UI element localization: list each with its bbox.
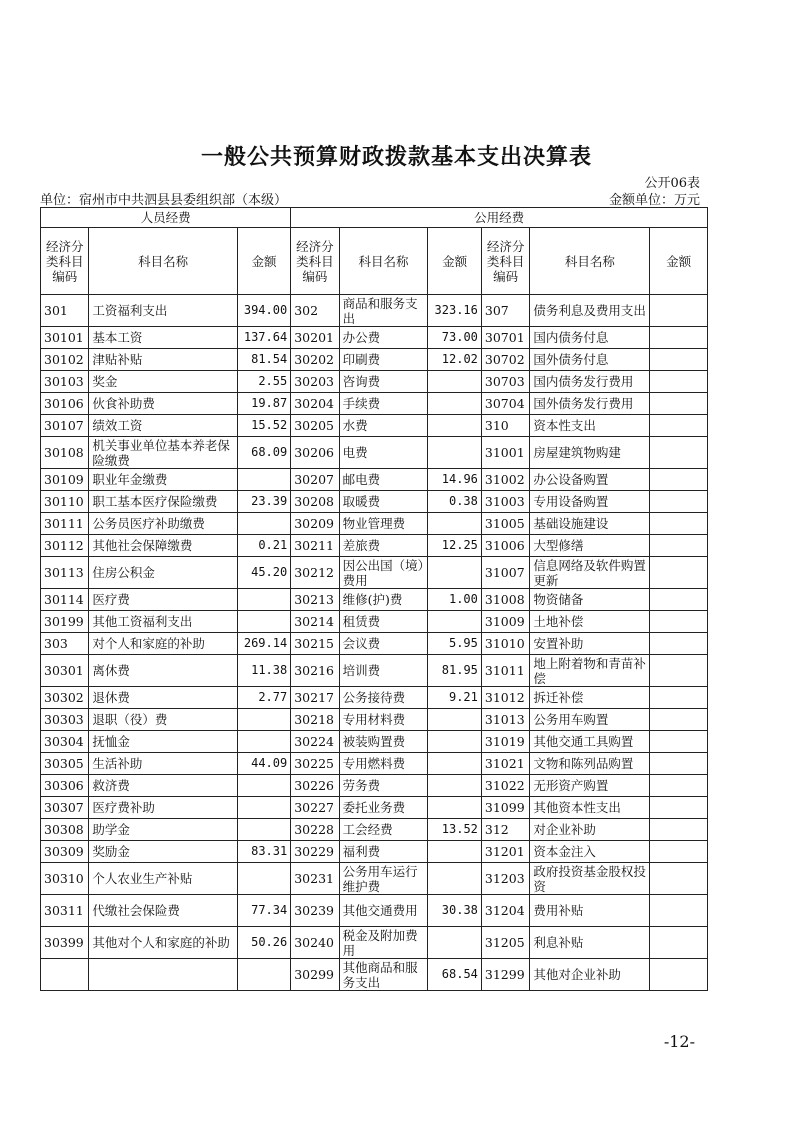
public-amount-cell <box>428 753 481 775</box>
personnel-amount-cell: 137.64 <box>237 327 290 349</box>
capital-amount-cell <box>650 753 708 775</box>
personnel-name-cell: 退休费 <box>89 687 237 709</box>
table-row <box>41 959 708 991</box>
public-name-cell: 水费 <box>339 415 428 437</box>
capital-code-cell: 31008 <box>481 589 529 611</box>
capital-name-cell: 基础设施建设 <box>530 513 650 535</box>
public-amount-cell <box>428 775 481 797</box>
capital-name-cell: 对企业补助 <box>530 819 650 841</box>
header-code: 经济分类科目编码 <box>291 228 339 295</box>
personnel-code-cell: 30108 <box>41 437 89 469</box>
public-code-cell: 30228 <box>291 819 339 841</box>
page-title: 一般公共预算财政拨款基本支出决算表 <box>200 144 592 170</box>
personnel-amount-cell: 2.55 <box>237 371 290 393</box>
personnel-name-cell: 个人农业生产补贴 <box>89 863 237 895</box>
table-row <box>41 709 708 731</box>
capital-name-cell: 资本性支出 <box>530 415 650 437</box>
capital-amount-cell <box>650 633 708 655</box>
public-amount-cell <box>428 797 481 819</box>
table-row <box>41 415 708 437</box>
public-code-cell: 30216 <box>291 655 339 687</box>
table-row <box>41 775 708 797</box>
capital-code-cell: 31007 <box>481 557 529 589</box>
capital-name-cell: 其他资本性支出 <box>530 797 650 819</box>
table-row <box>41 819 708 841</box>
capital-amount-cell <box>650 371 708 393</box>
public-amount-cell: 13.52 <box>428 819 481 841</box>
table-row <box>41 557 708 589</box>
personnel-name-cell: 代缴社会保险费 <box>89 895 237 927</box>
public-name-cell: 办公费 <box>339 327 428 349</box>
table-row <box>41 611 708 633</box>
public-name-cell: 物业管理费 <box>339 513 428 535</box>
public-code-cell: 30209 <box>291 513 339 535</box>
public-amount-cell: 81.95 <box>428 655 481 687</box>
personnel-code-cell: 30110 <box>41 491 89 513</box>
personnel-code-cell: 30303 <box>41 709 89 731</box>
capital-name-cell: 文物和陈列品购置 <box>530 753 650 775</box>
public-code-cell: 30218 <box>291 709 339 731</box>
table-row <box>41 513 708 535</box>
capital-name-cell: 债务利息及费用支出 <box>530 295 650 327</box>
public-name-cell: 因公出国（境）费用 <box>339 557 428 589</box>
table-row <box>41 393 708 415</box>
personnel-name-cell: 其他对个人和家庭的补助 <box>89 927 237 959</box>
capital-amount-cell <box>650 295 708 327</box>
personnel-amount-cell: 50.26 <box>237 927 290 959</box>
capital-code-cell: 31013 <box>481 709 529 731</box>
header-name: 科目名称 <box>339 228 428 295</box>
capital-name-cell: 其他交通工具购置 <box>530 731 650 753</box>
capital-name-cell: 土地补偿 <box>530 611 650 633</box>
public-name-cell: 专用燃料费 <box>339 753 428 775</box>
public-code-cell: 30225 <box>291 753 339 775</box>
personnel-amount-cell: 269.14 <box>237 633 290 655</box>
public-name-cell: 差旅费 <box>339 535 428 557</box>
public-amount-cell: 12.25 <box>428 535 481 557</box>
personnel-name-cell: 职工基本医疗保险缴费 <box>89 491 237 513</box>
public-code-cell: 30211 <box>291 535 339 557</box>
capital-code-cell: 310 <box>481 415 529 437</box>
table-row <box>41 589 708 611</box>
public-code-cell: 302 <box>291 295 339 327</box>
personnel-code-cell: 30305 <box>41 753 89 775</box>
capital-amount-cell <box>650 797 708 819</box>
personnel-amount-cell <box>237 611 290 633</box>
capital-amount-cell <box>650 655 708 687</box>
capital-name-cell: 办公设备购置 <box>530 469 650 491</box>
public-name-cell: 其他商品和服务支出 <box>339 959 428 991</box>
public-amount-cell <box>428 709 481 731</box>
capital-code-cell: 31002 <box>481 469 529 491</box>
personnel-name-cell: 退职（役）费 <box>89 709 237 731</box>
public-amount-cell: 1.00 <box>428 589 481 611</box>
public-name-cell: 工会经费 <box>339 819 428 841</box>
personnel-code-cell: 30307 <box>41 797 89 819</box>
public-amount-cell <box>428 437 481 469</box>
personnel-code-cell: 30306 <box>41 775 89 797</box>
capital-name-cell: 安置补助 <box>530 633 650 655</box>
personnel-name-cell: 医疗费 <box>89 589 237 611</box>
public-name-cell: 公务接待费 <box>339 687 428 709</box>
public-code-cell: 30215 <box>291 633 339 655</box>
public-name-cell: 印刷费 <box>339 349 428 371</box>
public-name-cell: 培训费 <box>339 655 428 687</box>
public-amount-cell: 12.02 <box>428 349 481 371</box>
personnel-amount-cell: 11.38 <box>237 655 290 687</box>
page-number: -12- <box>663 1032 695 1051</box>
capital-code-cell: 31012 <box>481 687 529 709</box>
personnel-code-cell: 30309 <box>41 841 89 863</box>
personnel-name-cell: 公务员医疗补助缴费 <box>89 513 237 535</box>
personnel-code-cell: 30311 <box>41 895 89 927</box>
personnel-code-cell: 30399 <box>41 927 89 959</box>
capital-code-cell: 30702 <box>481 349 529 371</box>
public-amount-cell <box>428 393 481 415</box>
personnel-name-cell: 基本工资 <box>89 327 237 349</box>
capital-name-cell: 政府投资基金股权投资 <box>530 863 650 895</box>
capital-name-cell: 国外债务发行费用 <box>530 393 650 415</box>
capital-name-cell: 公务用车购置 <box>530 709 650 731</box>
capital-code-cell: 31006 <box>481 535 529 557</box>
public-code-cell: 30205 <box>291 415 339 437</box>
capital-amount-cell <box>650 731 708 753</box>
capital-amount-cell <box>650 557 708 589</box>
personnel-name-cell: 奖励金 <box>89 841 237 863</box>
personnel-name-cell: 助学金 <box>89 819 237 841</box>
personnel-code-cell: 30107 <box>41 415 89 437</box>
capital-amount-cell <box>650 895 708 927</box>
personnel-name-cell: 绩效工资 <box>89 415 237 437</box>
table-row <box>41 491 708 513</box>
personnel-code-cell: 301 <box>41 295 89 327</box>
public-code-cell: 30226 <box>291 775 339 797</box>
personnel-code-cell: 30114 <box>41 589 89 611</box>
personnel-code-cell: 30308 <box>41 819 89 841</box>
public-amount-cell <box>428 513 481 535</box>
capital-code-cell: 31021 <box>481 753 529 775</box>
money-unit-label: 金额单位：万元 <box>608 193 700 208</box>
personnel-code-cell: 30101 <box>41 327 89 349</box>
personnel-code-cell: 30113 <box>41 557 89 589</box>
public-name-cell: 其他交通费用 <box>339 895 428 927</box>
table-row <box>41 349 708 371</box>
public-code-cell: 30240 <box>291 927 339 959</box>
public-code-cell: 30229 <box>291 841 339 863</box>
capital-amount-cell <box>650 415 708 437</box>
personnel-amount-cell <box>237 819 290 841</box>
table-row <box>41 295 708 327</box>
table-row <box>41 469 708 491</box>
personnel-code-cell: 30109 <box>41 469 89 491</box>
capital-code-cell: 307 <box>481 295 529 327</box>
table-row <box>41 797 708 819</box>
table-row <box>41 687 708 709</box>
capital-code-cell: 31205 <box>481 927 529 959</box>
public-code-cell: 30224 <box>291 731 339 753</box>
personnel-name-cell: 医疗费补助 <box>89 797 237 819</box>
personnel-amount-cell: 68.09 <box>237 437 290 469</box>
header-amount: 金额 <box>237 228 290 295</box>
personnel-name-cell: 工资福利支出 <box>89 295 237 327</box>
public-code-cell: 30206 <box>291 437 339 469</box>
personnel-name-cell: 其他社会保障缴费 <box>89 535 237 557</box>
personnel-amount-cell <box>237 469 290 491</box>
capital-amount-cell <box>650 327 708 349</box>
capital-code-cell: 31022 <box>481 775 529 797</box>
personnel-amount-cell: 23.39 <box>237 491 290 513</box>
public-name-cell: 维修(护)费 <box>339 589 428 611</box>
public-amount-cell: 30.38 <box>428 895 481 927</box>
public-amount-cell <box>428 863 481 895</box>
capital-name-cell: 物资储备 <box>530 589 650 611</box>
capital-amount-cell <box>650 535 708 557</box>
personnel-code-cell: 30111 <box>41 513 89 535</box>
public-name-cell: 委托业务费 <box>339 797 428 819</box>
capital-name-cell: 资本金注入 <box>530 841 650 863</box>
header-amount: 金额 <box>428 228 481 295</box>
personnel-code-cell <box>41 959 89 991</box>
capital-name-cell: 无形资产购置 <box>530 775 650 797</box>
public-code-cell: 30208 <box>291 491 339 513</box>
personnel-amount-cell <box>237 731 290 753</box>
capital-name-cell: 信息网络及软件购置更新 <box>530 557 650 589</box>
personnel-name-cell: 奖金 <box>89 371 237 393</box>
public-name-cell: 取暖费 <box>339 491 428 513</box>
capital-code-cell: 31299 <box>481 959 529 991</box>
header-code: 经济分类科目编码 <box>481 228 529 295</box>
expenditure-table <box>40 207 708 991</box>
capital-code-cell: 312 <box>481 819 529 841</box>
personnel-code-cell: 30302 <box>41 687 89 709</box>
public-name-cell: 手续费 <box>339 393 428 415</box>
public-amount-cell <box>428 731 481 753</box>
personnel-name-cell: 职业年金缴费 <box>89 469 237 491</box>
capital-code-cell: 30704 <box>481 393 529 415</box>
capital-name-cell: 国内债务发行费用 <box>530 371 650 393</box>
personnel-amount-cell: 83.31 <box>237 841 290 863</box>
capital-name-cell: 国外债务付息 <box>530 349 650 371</box>
public-code-cell: 30231 <box>291 863 339 895</box>
capital-code-cell: 31203 <box>481 863 529 895</box>
capital-code-cell: 31019 <box>481 731 529 753</box>
personnel-name-cell: 抚恤金 <box>89 731 237 753</box>
personnel-name-cell <box>89 959 237 991</box>
capital-name-cell: 拆迁补偿 <box>530 687 650 709</box>
personnel-amount-cell: 45.20 <box>237 557 290 589</box>
table-row <box>41 841 708 863</box>
public-code-cell: 30217 <box>291 687 339 709</box>
capital-code-cell: 31009 <box>481 611 529 633</box>
capital-code-cell: 30703 <box>481 371 529 393</box>
personnel-name-cell: 机关事业单位基本养老保险缴费 <box>89 437 237 469</box>
table-row <box>41 753 708 775</box>
public-name-cell: 专用材料费 <box>339 709 428 731</box>
capital-amount-cell <box>650 393 708 415</box>
personnel-name-cell: 离休费 <box>89 655 237 687</box>
public-amount-cell: 323.16 <box>428 295 481 327</box>
table-row <box>41 655 708 687</box>
personnel-name-cell: 生活补助 <box>89 753 237 775</box>
capital-code-cell: 31010 <box>481 633 529 655</box>
public-name-cell: 邮电费 <box>339 469 428 491</box>
personnel-amount-cell <box>237 589 290 611</box>
capital-name-cell: 地上附着物和青苗补偿 <box>530 655 650 687</box>
capital-name-cell: 专用设备购置 <box>530 491 650 513</box>
public-name-cell: 租赁费 <box>339 611 428 633</box>
table-row <box>41 895 708 927</box>
personnel-code-cell: 30103 <box>41 371 89 393</box>
capital-code-cell: 31204 <box>481 895 529 927</box>
capital-code-cell: 31005 <box>481 513 529 535</box>
capital-amount-cell <box>650 927 708 959</box>
public-amount-cell <box>428 415 481 437</box>
table-row <box>41 927 708 959</box>
personnel-code-cell: 30112 <box>41 535 89 557</box>
capital-code-cell: 31201 <box>481 841 529 863</box>
capital-amount-cell <box>650 687 708 709</box>
section-personnel: 人员经费 <box>41 208 291 228</box>
public-name-cell: 电费 <box>339 437 428 469</box>
section-public: 公用经费 <box>291 208 708 228</box>
public-amount-cell <box>428 557 481 589</box>
public-name-cell: 劳务费 <box>339 775 428 797</box>
public-name-cell: 咨询费 <box>339 371 428 393</box>
personnel-name-cell: 伙食补助费 <box>89 393 237 415</box>
public-amount-cell: 14.96 <box>428 469 481 491</box>
form-number: 公开06表 <box>644 176 700 191</box>
capital-amount-cell <box>650 819 708 841</box>
personnel-name-cell: 其他工资福利支出 <box>89 611 237 633</box>
table-row <box>41 437 708 469</box>
personnel-amount-cell: 77.34 <box>237 895 290 927</box>
public-amount-cell: 73.00 <box>428 327 481 349</box>
public-code-cell: 30207 <box>291 469 339 491</box>
capital-amount-cell <box>650 841 708 863</box>
personnel-amount-cell <box>237 959 290 991</box>
public-name-cell: 会议费 <box>339 633 428 655</box>
header-amount: 金额 <box>650 228 708 295</box>
public-amount-cell <box>428 371 481 393</box>
capital-name-cell: 利息补贴 <box>530 927 650 959</box>
public-code-cell: 30203 <box>291 371 339 393</box>
capital-name-cell: 费用补贴 <box>530 895 650 927</box>
personnel-code-cell: 30310 <box>41 863 89 895</box>
table-row <box>41 327 708 349</box>
public-amount-cell: 9.21 <box>428 687 481 709</box>
personnel-amount-cell: 19.87 <box>237 393 290 415</box>
personnel-amount-cell: 2.77 <box>237 687 290 709</box>
public-code-cell: 30299 <box>291 959 339 991</box>
public-name-cell: 公务用车运行维护费 <box>339 863 428 895</box>
table-row <box>41 731 708 753</box>
public-amount-cell: 0.38 <box>428 491 481 513</box>
public-code-cell: 30204 <box>291 393 339 415</box>
capital-code-cell: 31001 <box>481 437 529 469</box>
capital-name-cell: 国内债务付息 <box>530 327 650 349</box>
personnel-code-cell: 30106 <box>41 393 89 415</box>
personnel-amount-cell <box>237 709 290 731</box>
personnel-amount-cell: 15.52 <box>237 415 290 437</box>
header-name: 科目名称 <box>530 228 650 295</box>
capital-amount-cell <box>650 589 708 611</box>
capital-amount-cell <box>650 437 708 469</box>
personnel-name-cell: 对个人和家庭的补助 <box>89 633 237 655</box>
capital-code-cell: 31011 <box>481 655 529 687</box>
capital-amount-cell <box>650 611 708 633</box>
personnel-code-cell: 303 <box>41 633 89 655</box>
personnel-amount-cell: 394.00 <box>237 295 290 327</box>
table-row <box>41 863 708 895</box>
public-code-cell: 30202 <box>291 349 339 371</box>
public-name-cell: 商品和服务支出 <box>339 295 428 327</box>
public-code-cell: 30227 <box>291 797 339 819</box>
personnel-amount-cell <box>237 863 290 895</box>
capital-amount-cell <box>650 491 708 513</box>
capital-name-cell: 房屋建筑物购建 <box>530 437 650 469</box>
capital-amount-cell <box>650 709 708 731</box>
capital-code-cell: 31099 <box>481 797 529 819</box>
public-code-cell: 30213 <box>291 589 339 611</box>
public-code-cell: 30212 <box>291 557 339 589</box>
public-code-cell: 30214 <box>291 611 339 633</box>
public-amount-cell <box>428 927 481 959</box>
public-amount-cell: 5.95 <box>428 633 481 655</box>
personnel-amount-cell <box>237 513 290 535</box>
public-name-cell: 税金及附加费用 <box>339 927 428 959</box>
unit-label: 单位：宿州市中共泗县县委组织部（本级） <box>40 193 288 208</box>
personnel-amount-cell <box>237 797 290 819</box>
personnel-code-cell: 30304 <box>41 731 89 753</box>
personnel-amount-cell <box>237 775 290 797</box>
header-code: 经济分类科目编码 <box>41 228 89 295</box>
personnel-amount-cell: 81.54 <box>237 349 290 371</box>
personnel-code-cell: 30301 <box>41 655 89 687</box>
capital-amount-cell <box>650 959 708 991</box>
table-row <box>41 535 708 557</box>
capital-name-cell: 大型修缮 <box>530 535 650 557</box>
personnel-code-cell: 30199 <box>41 611 89 633</box>
public-name-cell: 福利费 <box>339 841 428 863</box>
public-amount-cell <box>428 611 481 633</box>
header-name: 科目名称 <box>89 228 237 295</box>
public-code-cell: 30239 <box>291 895 339 927</box>
public-amount-cell <box>428 841 481 863</box>
table-row <box>41 633 708 655</box>
capital-amount-cell <box>650 349 708 371</box>
capital-amount-cell <box>650 775 708 797</box>
capital-amount-cell <box>650 469 708 491</box>
personnel-name-cell: 住房公积金 <box>89 557 237 589</box>
capital-amount-cell <box>650 513 708 535</box>
capital-code-cell: 30701 <box>481 327 529 349</box>
personnel-name-cell: 救济费 <box>89 775 237 797</box>
public-amount-cell: 68.54 <box>428 959 481 991</box>
capital-name-cell: 其他对企业补助 <box>530 959 650 991</box>
personnel-name-cell: 津贴补贴 <box>89 349 237 371</box>
capital-amount-cell <box>650 863 708 895</box>
public-code-cell: 30201 <box>291 327 339 349</box>
personnel-amount-cell: 44.09 <box>237 753 290 775</box>
capital-code-cell: 31003 <box>481 491 529 513</box>
personnel-amount-cell: 0.21 <box>237 535 290 557</box>
public-name-cell: 被装购置费 <box>339 731 428 753</box>
table-row <box>41 371 708 393</box>
personnel-code-cell: 30102 <box>41 349 89 371</box>
